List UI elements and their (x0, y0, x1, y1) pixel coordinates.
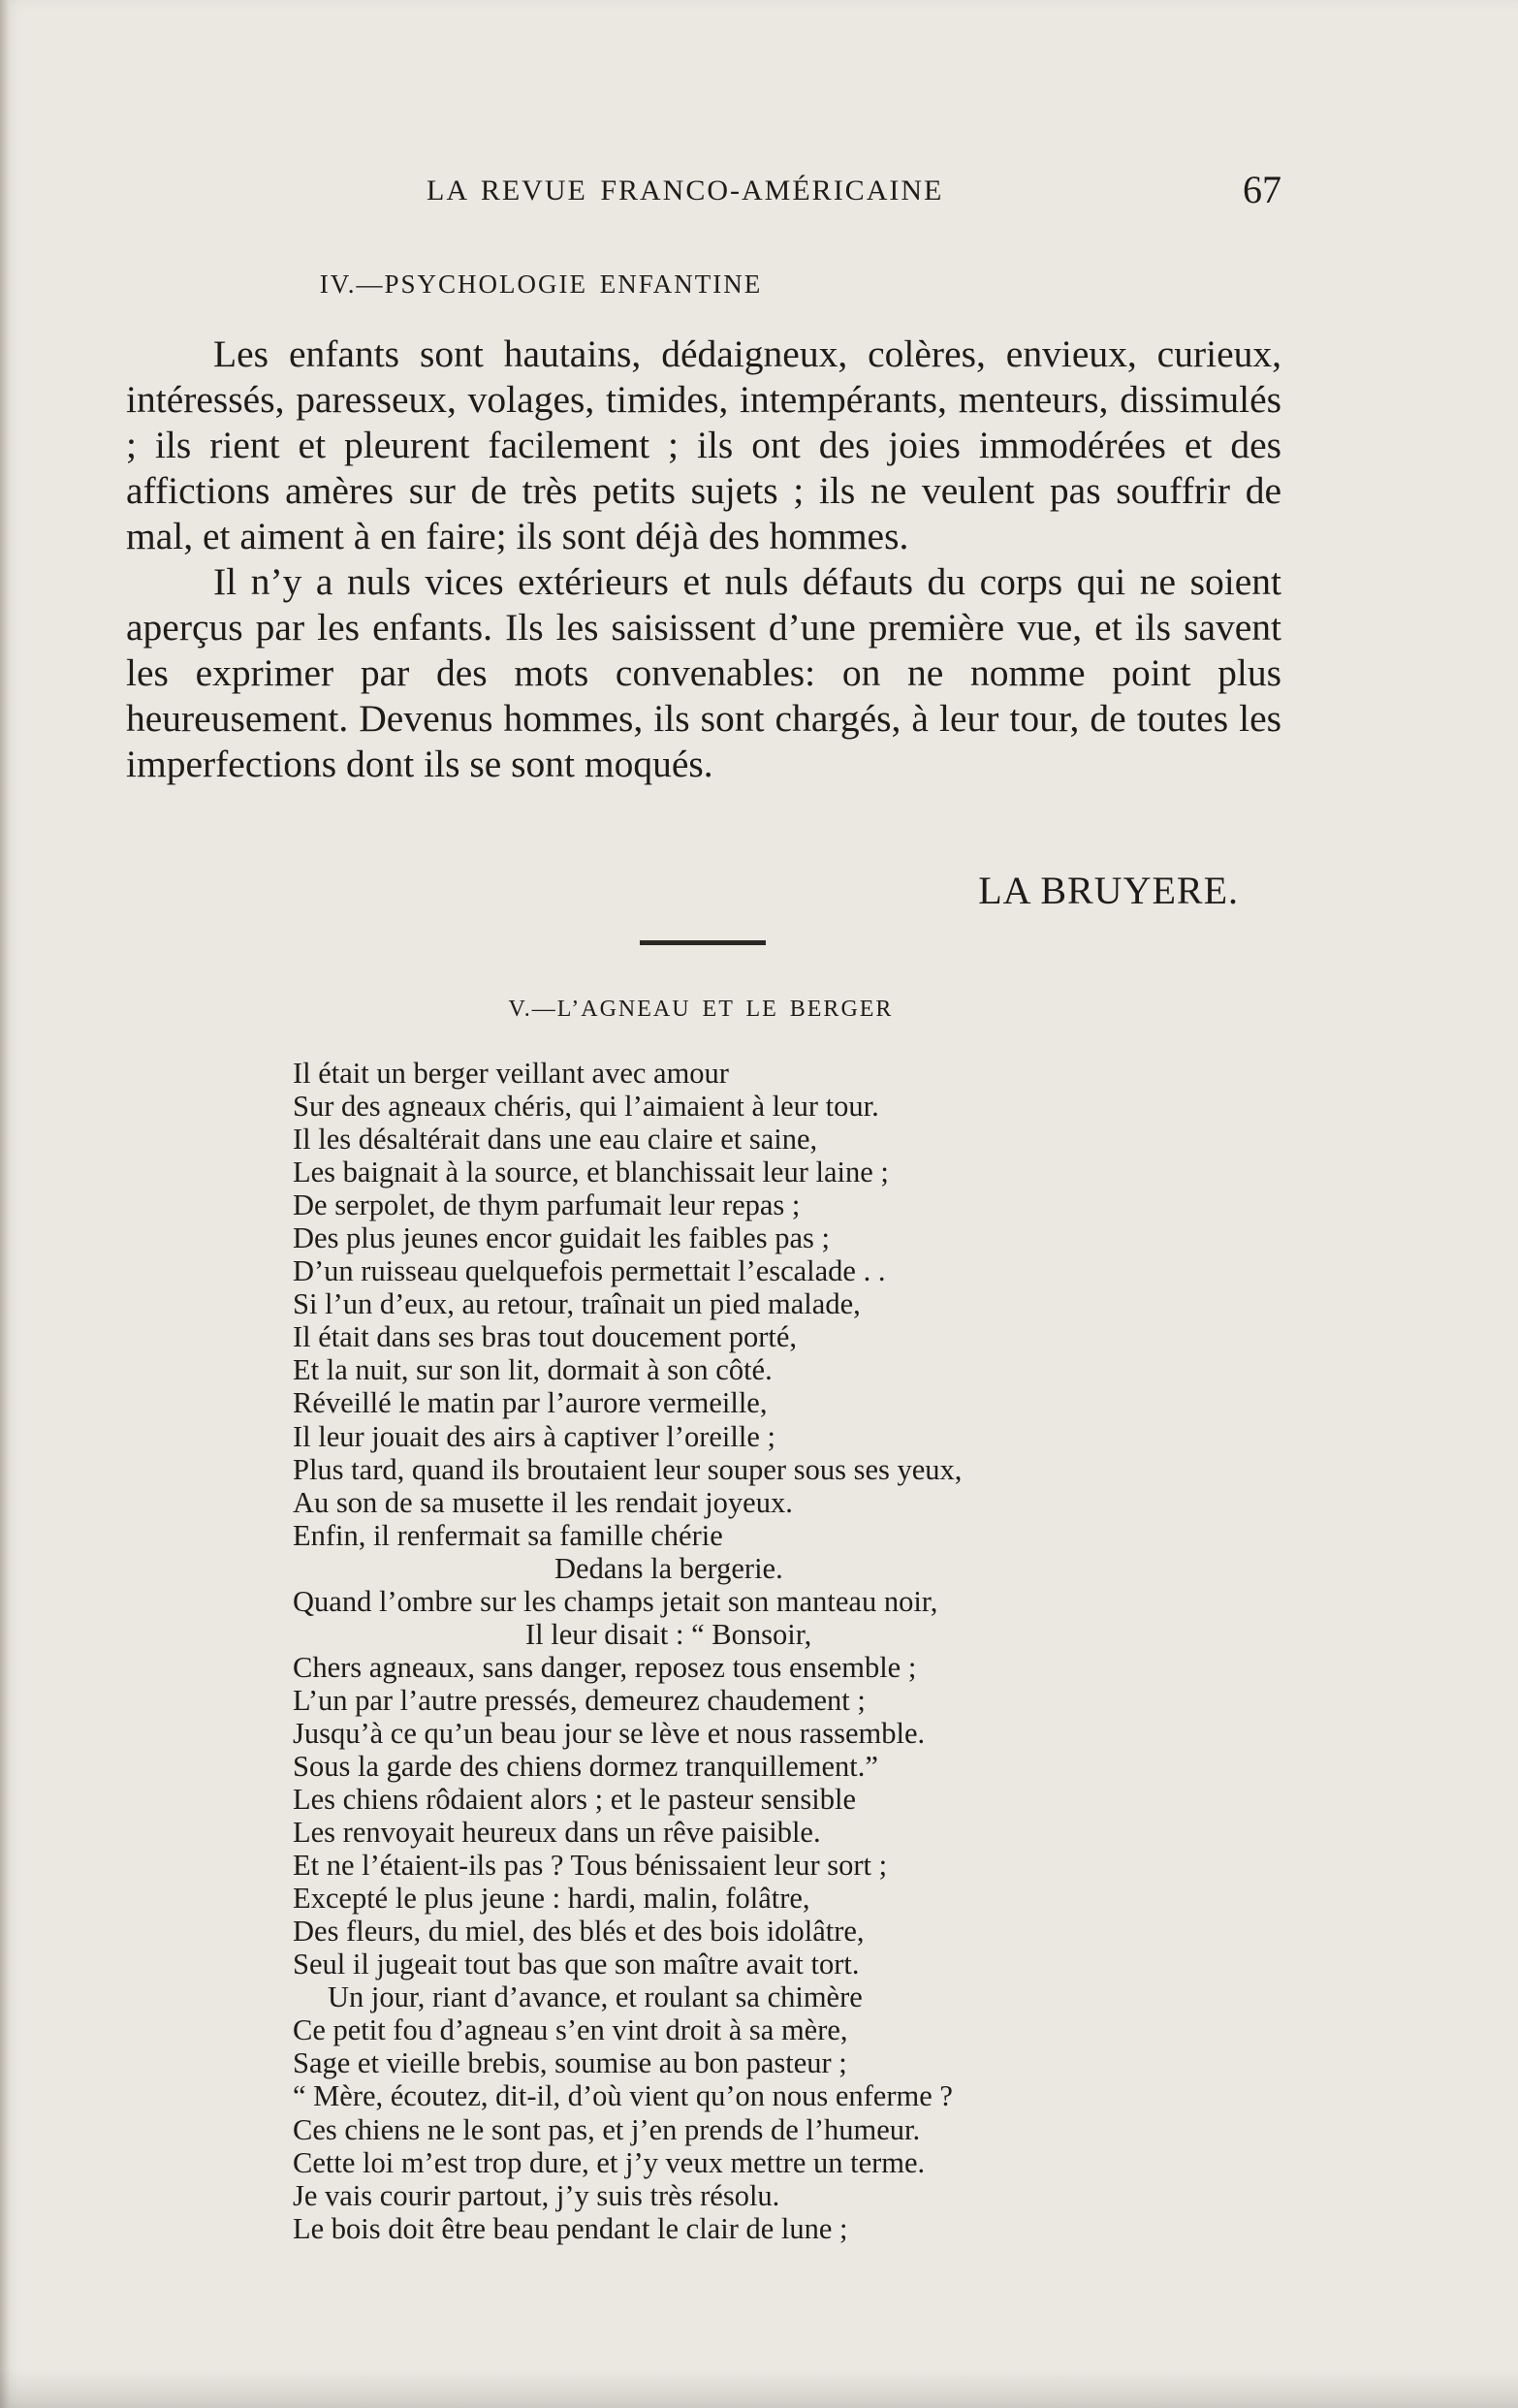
poem-line: Les chiens rôdaient alors ; et le pasteur sensible (293, 1783, 857, 1817)
poem-line: D’un ruisseau quelquefois permettait l’escalade . . (293, 1254, 886, 1288)
poem-line: Je vais courir partout, j’y suis très résolu. (293, 2178, 780, 2212)
poem-line: Sur des agneaux chéris, qui l’aimaient à leur tour. (293, 1090, 879, 1124)
poem-line: L’un par l’autre pressés, demeurez chaudement ; (293, 1683, 866, 1717)
poem-line: Plus tard, quand ils broutaient leur souper sous ses yeux, (293, 1452, 963, 1486)
poem-line: Quand l’ombre sur les champs jetait son manteau noir, (293, 1584, 938, 1618)
page-left-edge (0, 0, 10, 2408)
paragraph: Les enfants sont hautains, dédaigneux, colères, envieux, curieux, intéressés, paresseux, volages, timides, intempérants, menteurs, dissimulés ; ils rient et pleurent facilement ; ils ont des joies immodérées et des affictions amères sur de très petits sujets ; ils ne veulent pas souffrir de mal, et aiment à en faire; ils sont déjà des hommes. (126, 333, 1281, 557)
poem-line: Sage et vieille brebis, soumise au bon pasteur ; (293, 2046, 847, 2080)
paragraph: Il n’y a nuls vices extérieurs et nuls défauts du corps qui ne soient aperçus par les enfants. Ils les saisissent d’une première vue, et ils savent les exprimer par des mots convenables: on ne nomme point plus heureusement. Devenus hommes, ils sont chargés, à leur tour, de toutes les imperfections dont ils se sont moqués. (126, 560, 1281, 785)
poem-line: Les baignait à la source, et blanchissait leur laine ; (293, 1156, 889, 1189)
poem-line: Un jour, riant d’avance, et roulant sa chimère (328, 1980, 863, 2014)
section-v-title: V.—L’AGNEAU ET LE BERGER (508, 997, 894, 1022)
poem-line: Enfin, il renfermait sa famille chérie (293, 1518, 723, 1552)
poem-line: Au son de sa musette il les rendait joyeux. (293, 1485, 793, 1519)
author-signature: LA BRUYERE. (978, 869, 1239, 912)
section-divider (640, 940, 766, 945)
section-iv-title: IV.—PSYCHOLOGIE ENFANTINE (319, 269, 763, 299)
poem-line: Dedans la bergerie. (554, 1551, 783, 1585)
page-bottom-shadow (0, 2369, 1518, 2408)
poem-line: Et la nuit, sur son lit, dormait à son côté. (293, 1353, 773, 1387)
running-title: LA REVUE FRANCO-AMÉRICAINE (427, 174, 944, 206)
poem-line: Des fleurs, du miel, des blés et des bois idolâtre, (293, 1915, 865, 1949)
poem-line: Le bois doit être beau pendant le clair de lune ; (293, 2211, 848, 2245)
poem-line: Il les désaltérait dans une eau claire et saine, (293, 1123, 818, 1156)
poem (293, 1057, 1223, 2245)
poem-line: Et ne l’étaient-ils pas ? Tous bénissaient leur sort ; (293, 1849, 888, 1883)
poem-line: Il leur disait : “ Bonsoir, (525, 1617, 812, 1651)
poem-line: Sous la garde des chiens dormez tranquillement.” (293, 1749, 878, 1783)
poem-line: Seul il jugeait tout bas que son maître avait tort. (293, 1948, 860, 1981)
poem-line: Réveillé le matin par l’aurore vermeille, (293, 1386, 768, 1420)
poem-line: Chers agneaux, sans danger, reposez tous ensemble ; (293, 1650, 917, 1684)
poem-line: De serpolet, de thym parfumait leur repas ; (293, 1188, 801, 1222)
poem-line: “ Mère, écoutez, dit-il, d’où vient qu’on nous enferme ? (293, 2079, 953, 2113)
poem-line: Ce petit fou d’agneau s’en vint droit à sa mère, (293, 2013, 848, 2047)
poem-line: Il était un berger veillant avec amour (293, 1057, 729, 1090)
poem-line: Jusqu’à ce qu’un beau jour se lève et nous rassemble. (293, 1716, 926, 1750)
poem-line: Ces chiens ne le sont pas, et j’en prends de l’humeur. (293, 2112, 921, 2146)
section-iv-text (126, 332, 1281, 787)
poem-line: Il leur jouait des airs à captiver l’oreille ; (293, 1419, 775, 1453)
poem-line: Cette loi m’est trop dure, et j’y veux mettre un terme. (293, 2145, 926, 2179)
poem-line: Il était dans ses bras tout doucement porté, (293, 1320, 798, 1354)
poem-line: Les renvoyait heureux dans un rêve paisible. (293, 1816, 821, 1850)
poem-line: Excepté le plus jeune : hardi, malin, folâtre, (293, 1882, 810, 1916)
page-number: 67 (1243, 168, 1281, 211)
poem-line: Des plus jeunes encor guidait les faibles pas ; (293, 1221, 830, 1255)
poem-line: Si l’un d’eux, au retour, traînait un pied malade, (293, 1287, 861, 1321)
